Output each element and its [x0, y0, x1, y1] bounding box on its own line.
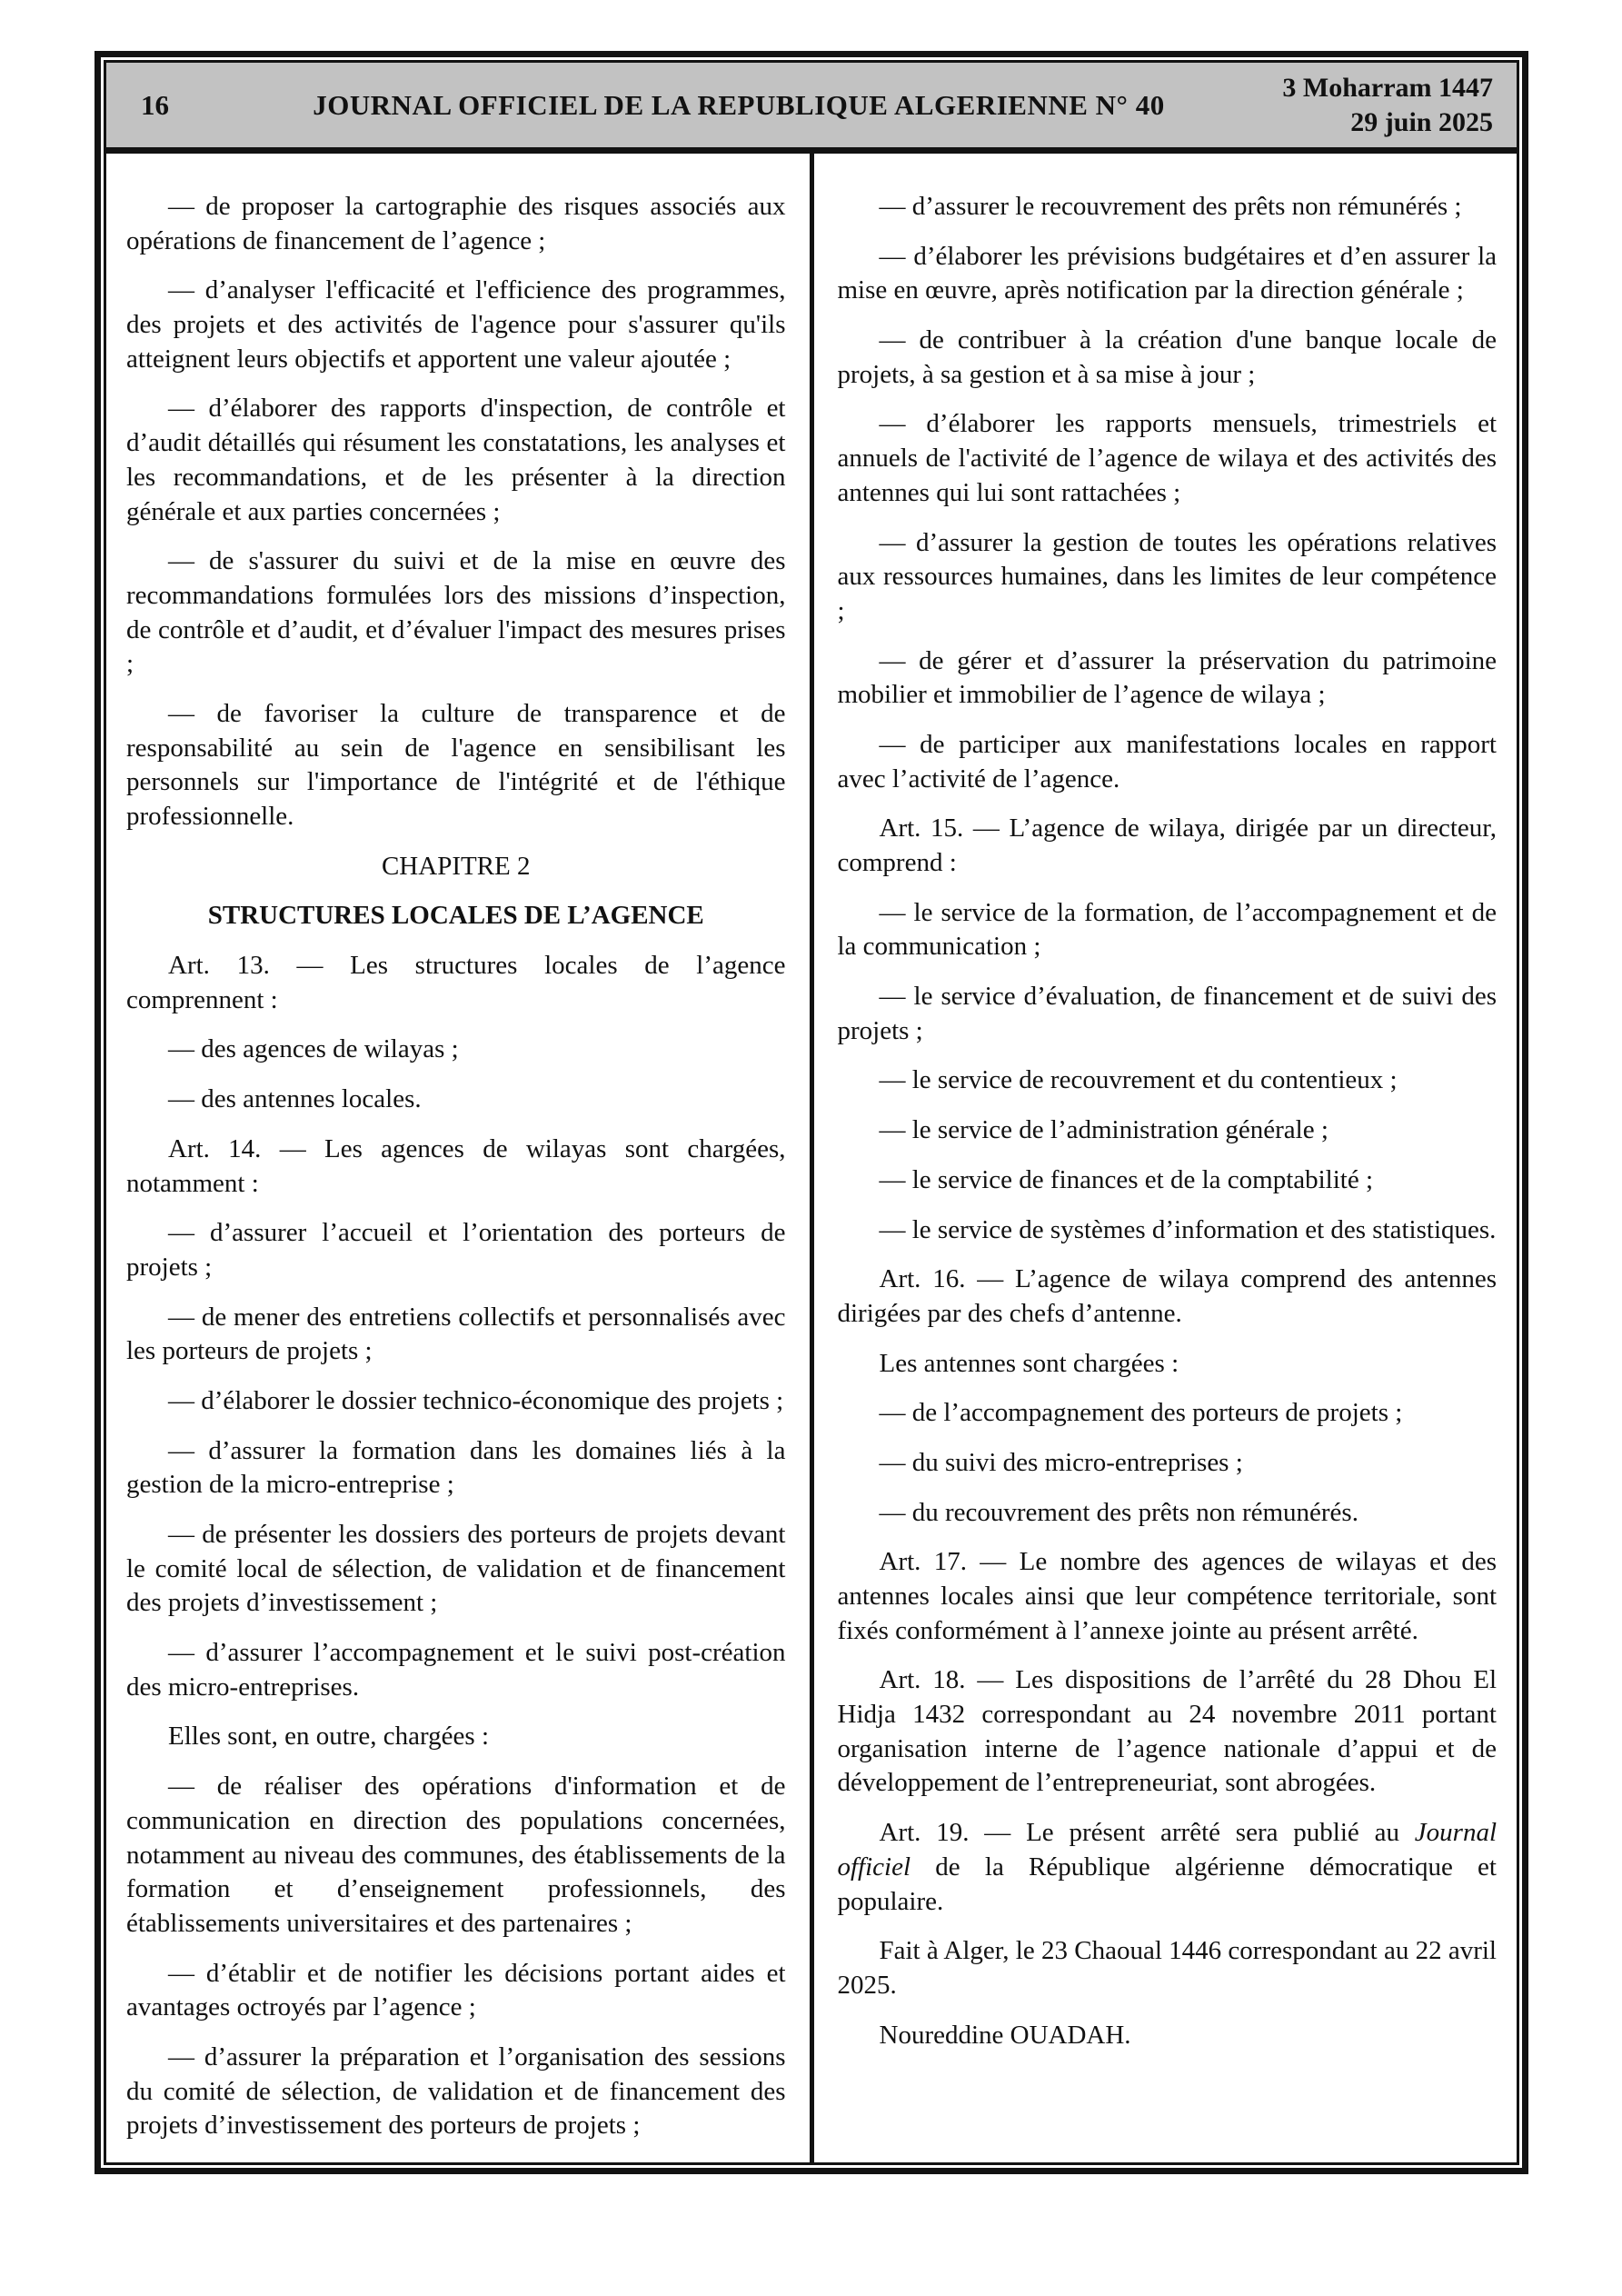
paragraph: — de s'assurer du suivi et de la mise en œuvre des recommandations formulées lors des missions d’inspection, de contrôle et d’audit, et d’évaluer l'impact des mesures prises ; — [126, 546, 786, 679]
paragraph: — du recouvrement des prêts non rémunérés. — [879, 1497, 1358, 1527]
paragraph: — de présenter les dossiers des porteurs de projets devant le comité local de sélection, de validation et de financement des projets d’investissement ; — [126, 1520, 786, 1618]
paragraph: — des agences de wilayas ; — [168, 1034, 459, 1064]
date-gregorian: 29 juin 2025 — [1350, 106, 1493, 137]
art19-text-before: Art. 19. — Le présent arrêté sera publié au — [879, 1818, 1415, 1848]
paragraph: — le service de l’administration générale ; — [879, 1115, 1328, 1145]
article-paragraph: Art. 13. — Les structures locales de l’agence comprennent : — [126, 951, 786, 1014]
paragraph: — d’établir et de notifier les décisions portant aides et avantages octroyés par l’agence ; — [126, 1958, 786, 2022]
paragraph: — de mener des entretiens collectifs et personnalisés avec les porteurs de projets ; — [126, 1302, 786, 1366]
paragraph: — le service d’évaluation, de financement et de suivi des projets ; — [837, 982, 1497, 1045]
article-paragraph: Art. 16. — L’agence de wilaya comprend des antennes dirigées par des chefs d’antenne. — [837, 1264, 1497, 1328]
right-column — [814, 154, 1518, 2162]
left-column — [106, 154, 810, 2162]
paragraph: — d’élaborer des rapports d'inspection, de contrôle et d’audit détaillés qui résument les constatations, les analyses et les recommandations, et de les présenter à la direction générale et aux parties concernées ; — [126, 394, 786, 526]
paragraph: — de gérer et d’assurer la préservation du patrimoine mobilier et immobilier de l’agence de wilaya ; — [837, 645, 1497, 710]
paragraph: — le service de la formation, de l’accompagnement et de la communication ; — [837, 897, 1497, 962]
paragraph: — du suivi des micro-entreprises ; — [879, 1447, 1243, 1477]
paragraph: — d’assurer l’accompagnement et le suivi post-création des micro-entreprises. — [126, 1638, 786, 1702]
closing-place-date: Fait à Alger, le 23 Chaoual 1446 correspondant au 22 avril 2025. — [837, 1936, 1497, 2000]
article-paragraph: Art. 17. — Le nombre des agences de wilayas et des antennes locales ainsi que leur compétence territoriale, sont fixés conformément à l’annexe jointe au présent arrêté. — [837, 1547, 1497, 1645]
paragraph: Elles sont, en outre, chargées : — [168, 1722, 489, 1752]
chapter-title: STRUCTURES LOCALES DE L’AGENCE — [207, 901, 704, 931]
article-paragraph: Art. 18. — Les dispositions de l’arrêté du 28 Dhou El Hidja 1432 correspondant au 24 novembre 2011 portant organisation interne de l’agence nationale d’appui et de développement de l’entrepreneuriat, sont abrogées. — [837, 1665, 1497, 1798]
paragraph: — des antennes locales. — [168, 1084, 422, 1114]
paragraph: — d’assurer la gestion de toutes les opérations relatives aux ressources humaines, dans les limites de leur compétence ; — [837, 527, 1497, 625]
paragraph: — le service de recouvrement et du contentieux ; — [879, 1065, 1398, 1095]
signature-name: Noureddine OUADAH. — [879, 2020, 1131, 2050]
art19-journal-officiel: Journal officiel — [837, 1818, 1497, 1882]
paragraph: — le service de finances et de la comptabilité ; — [879, 1164, 1374, 1194]
paragraph: — de contribuer à la création d'une banque locale de projets, à sa gestion et à sa mise à jour ; — [837, 325, 1497, 389]
paragraph: — de favoriser la culture de transparence et de responsabilité au sein de l'agence en sensibilisant les personnels sur l'importance de l'intégrité et de l'éthique professionnelle. — [126, 698, 786, 831]
paragraph: — de participer aux manifestations locales en rapport avec l’activité de l’agence. — [837, 729, 1497, 794]
art19-text-after: de la République algérienne démocratique et populaire. — [837, 1852, 1497, 1916]
masthead — [106, 63, 1517, 154]
page-outer-border — [95, 51, 1528, 2174]
paragraph: — le service de systèmes d’information et des statistiques. — [879, 1214, 1497, 1244]
paragraph: — de l’accompagnement des porteurs de projets ; — [879, 1398, 1403, 1428]
paragraph: — d’assurer le recouvrement des prêts non rémunérés ; — [879, 192, 1462, 221]
paragraph: — de réaliser des opérations d'information et de communication en direction des populations concernées, notamment au niveau des communes, des établissements de la formation et d’enseignement professionnels, des établissements universitaires et des partenaires ; — [126, 1772, 786, 1938]
journal-title: JOURNAL OFFICIEL DE LA REPUBLIQUE ALGERIENNE N° 40 — [313, 88, 1165, 121]
paragraph: — d’élaborer les rapports mensuels, trimestriels et annuels de l'activité de l’agence de wilaya et des activités des antennes qui lui sont rattachées ; — [837, 409, 1497, 507]
paragraph: Les antennes sont chargées : — [879, 1348, 1179, 1378]
paragraph: — d’assurer la formation dans les domaines liés à la gestion de la micro-entreprise ; — [126, 1435, 786, 1500]
article-paragraph: Art. 15. — L’agence de wilaya, dirigée par un directeur, comprend : — [837, 814, 1497, 877]
paragraph: — d’assurer l’accueil et l’orientation des porteurs de projets ; — [126, 1218, 786, 1282]
paragraph: — de proposer la cartographie des risques associés aux opérations de financement de l’agence ; — [126, 192, 786, 255]
article-paragraph: Art. 14. — Les agences de wilayas sont chargées, notamment : — [126, 1133, 786, 1198]
masthead-center — [243, 89, 1235, 122]
page-inner-border — [104, 60, 1519, 2165]
paragraph: — d’élaborer les prévisions budgétaires et d’en assurer la mise en œuvre, après notification par la direction générale ; — [837, 241, 1497, 305]
chapter-label: CHAPITRE 2 — [381, 851, 531, 881]
two-column-body — [106, 154, 1517, 2162]
article-paragraph-19 — [838, 1816, 1498, 1919]
masthead-right — [1235, 71, 1517, 139]
paragraph: — d’assurer la préparation et l’organisation des sessions du comité de sélection, de validation et de financement des projets d’investissement des porteurs de projets ; — [126, 2041, 786, 2141]
paragraph: — d’élaborer le dossier technico-économique des projets ; — [168, 1385, 784, 1415]
masthead-left — [106, 89, 243, 122]
page-number: 16 — [141, 88, 169, 121]
paragraph: — d’analyser l'efficacité et l'efficience des programmes, des projets et des activités de l'agence pour s'assurer qu'ils atteignent leurs objectifs et apportent une valeur ajoutée ; — [126, 275, 786, 374]
date-hijri: 3 Moharram 1447 — [1282, 73, 1493, 103]
